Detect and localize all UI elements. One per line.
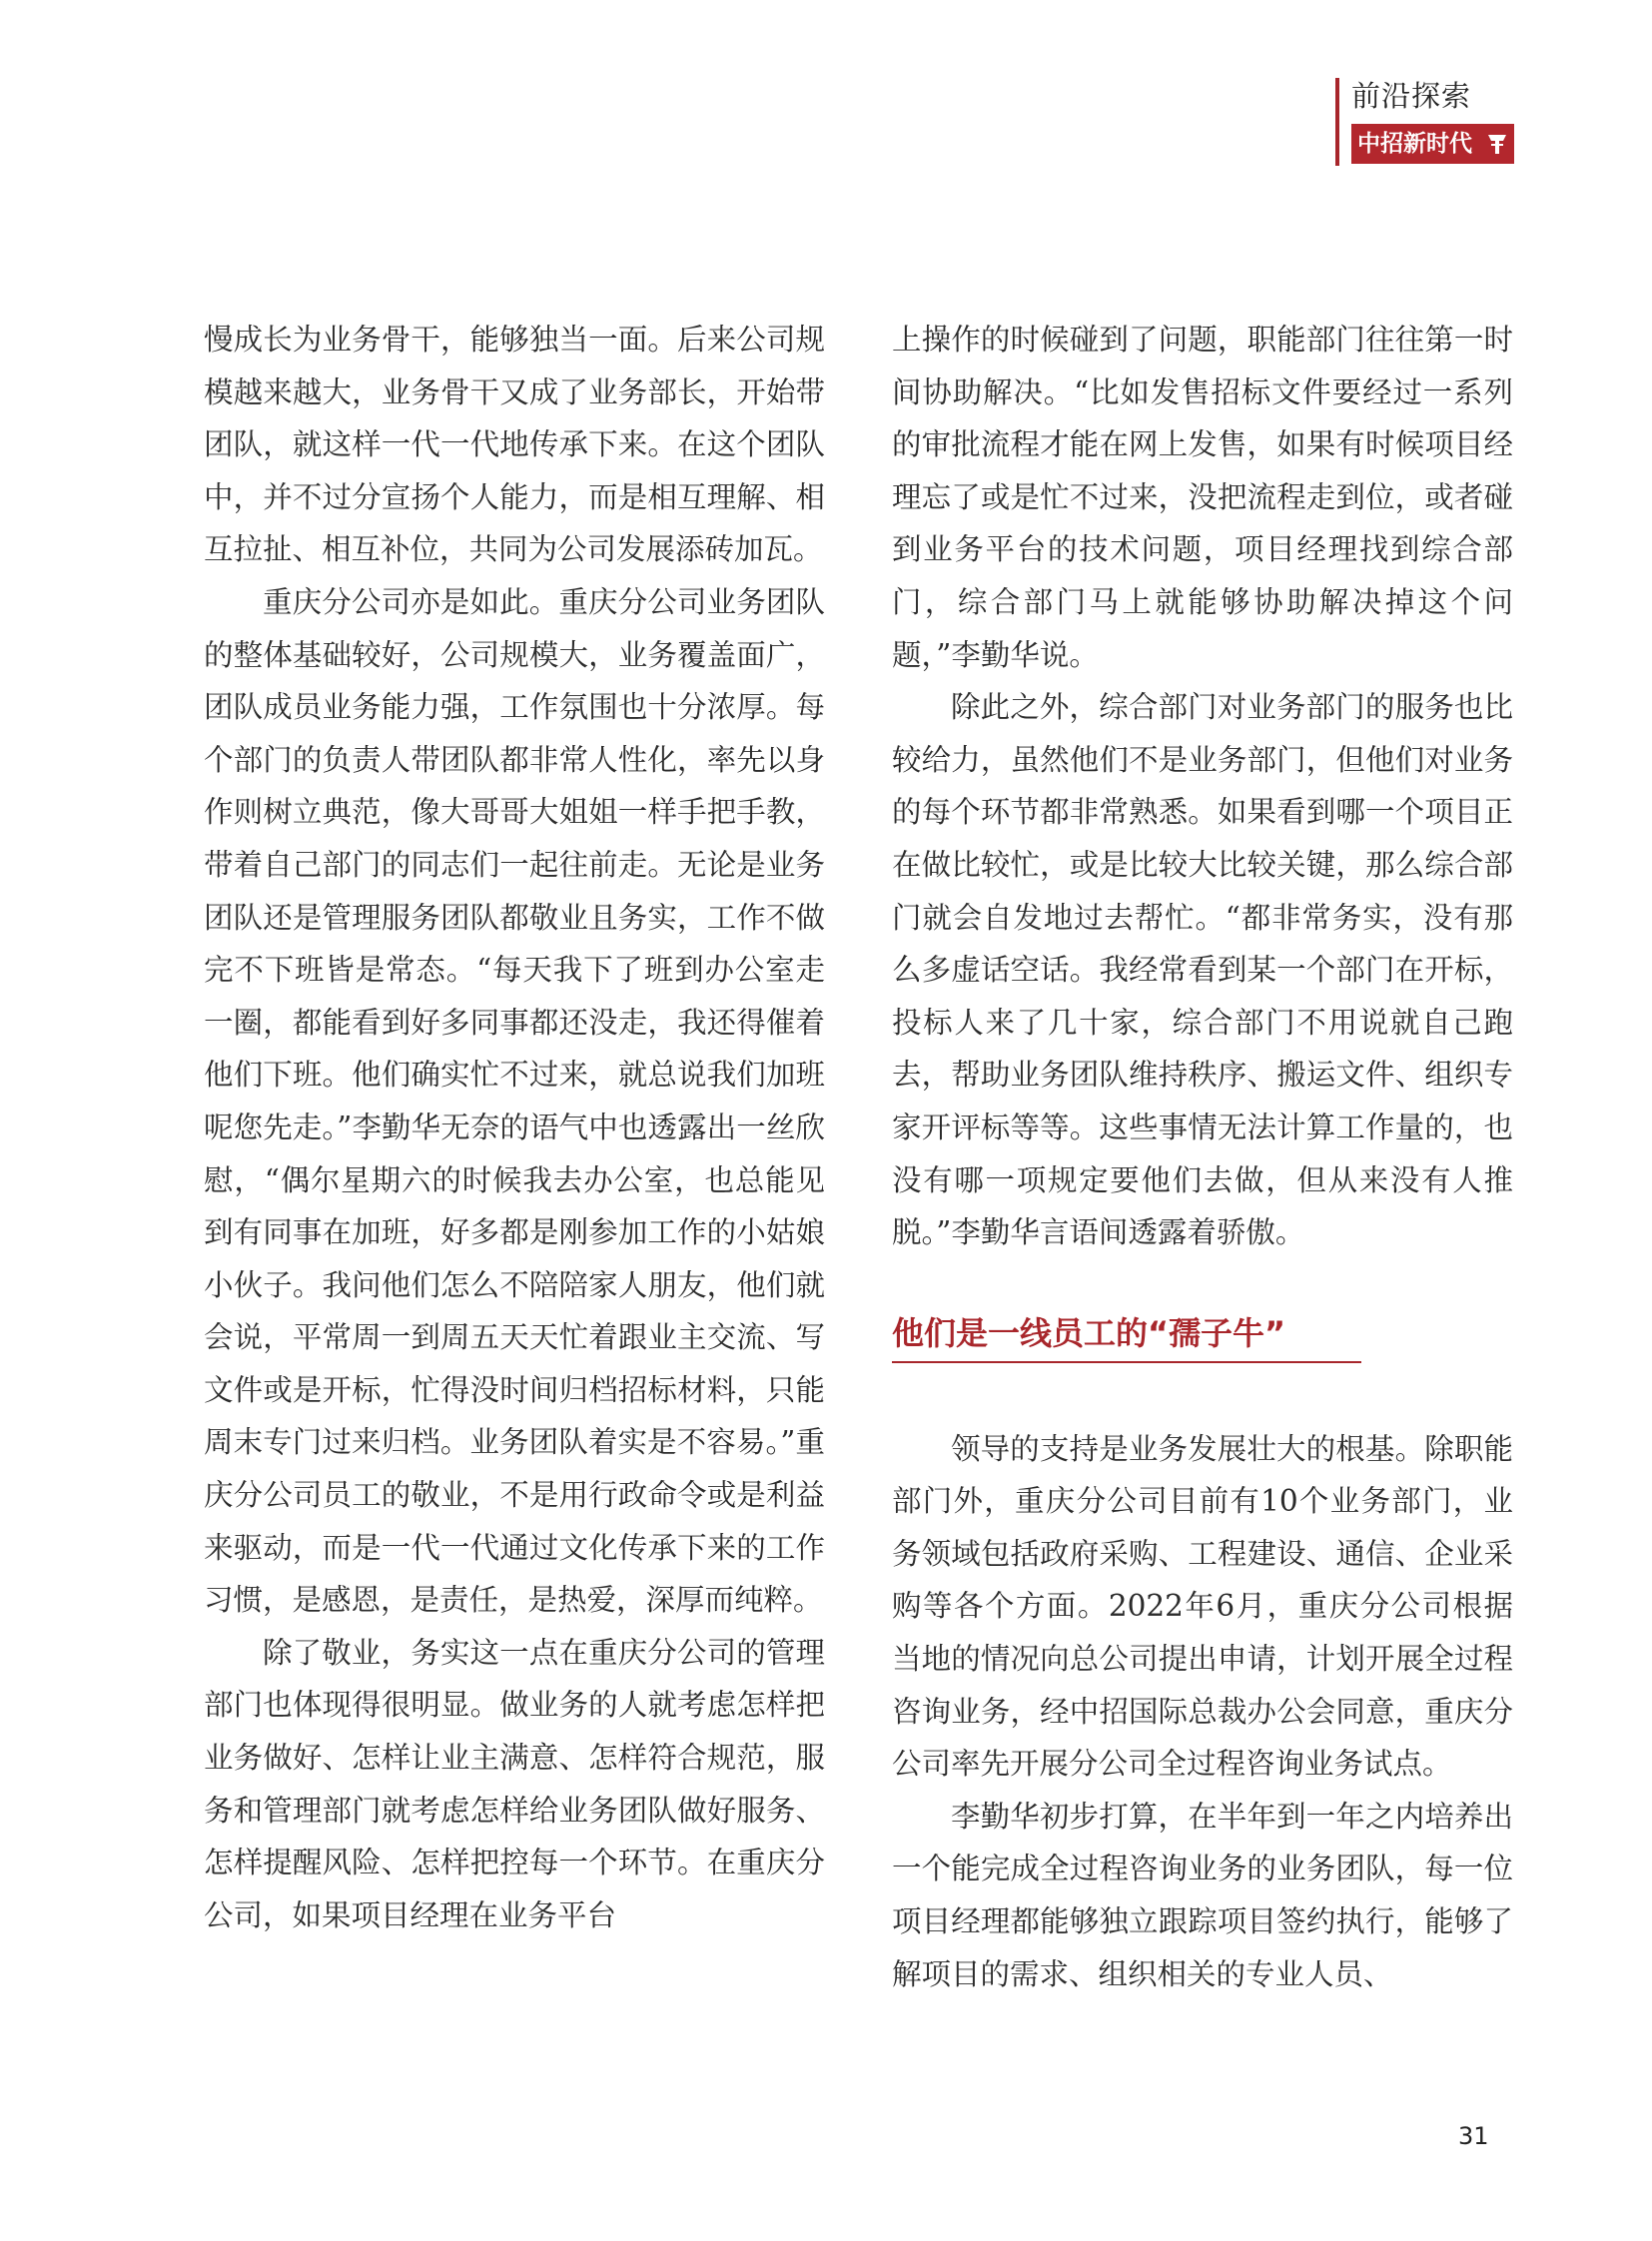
body-paragraph: 除了敬业，务实这一点在重庆分公司的管理部门也体现得很明显。做业务的人就考虑怎样把业务做好、怎样让业主满意、怎样符合规范，服务和管理部门就考虑怎样给业务团队做好服务、怎样提醒风险、怎样把控每一个环节。在重庆分公司，如果项目经理在业务平台 (204, 1635, 825, 1932)
page-number: 31 (1458, 2122, 1489, 2150)
brand-name: 中招新时代 (1357, 131, 1472, 157)
body-paragraph: 上操作的时候碰到了问题，职能部门往往第一时间协助解决。“比如发售招标文件要经过一系列的审批流程才能在网上发售，如果有时候项目经理忘了或是忙不过来，没把流程走到位，或者碰到业务平台的技术问题，项目经理找到综合部门，综合部门马上就能够协助解决掉这个问题，”李勤华说。 (892, 323, 1513, 672)
body-paragraph: 除此之外，综合部门对业务部门的服务也比较给力，虽然他们不是业务部门，但他们对业务的每个环节都非常熟悉。如果看到哪一个项目正在做比较忙，或是比较大比较关键，那么综合部门就会自发地过去帮忙。“都非常务实，没有那么多虚话空话。我经常看到某一个部门在开标，投标人来了几十家，综合部门不用说就自己跑去，帮助业务团队维持秩序、搬运文件、组织专家开评标等等。这些事情无法计算工作量的，也没有哪一项规定要他们去做，但从来没有人推脱。”李勤华言语间透露着骄傲。 (892, 690, 1513, 1250)
body-paragraph: 领导的支持是业务发展壮大的根基。除职能部门外，重庆分公司目前有10个业务部门，业务领域包括政府采购、工程建设、通信、企业采购等各个方面。2022年6月，重庆分公司根据当地的情况向总公司提出申请，计划开展全过程咨询业务，经中招国际总裁办公会同意，重庆分公司率先开展分公司全过程咨询业务试点。 (892, 1431, 1513, 1782)
right-column (892, 314, 1513, 2000)
section-heading-block (892, 1309, 1513, 1369)
brand-badge (1351, 124, 1514, 164)
page-header (1335, 68, 1535, 166)
body-paragraph: 重庆分公司亦是如此。重庆分公司业务团队的整体基础较好，公司规模大，业务覆盖面广，团队成员业务能力强，工作氛围也十分浓厚。每个部门的负责人带团队都非常人性化，率先以身作则树立典范，像大哥哥大姐姐一样手把手教，带着自己部门的同志们一起往前走。无论是业务团队还是管理服务团队都敬业且务实，工作不做完不下班皆是常态。“每天我下了班到办公室走一圈，都能看到好多同事都还没走，我还得催着他们下班。他们确实忙不过来，就总说我们加班呢您先走。”李勤华无奈的语气中也透露出一丝欣慰，“偶尔星期六的时候我去办公室，也总能见到有同事在加班，好多都是刚参加工作的小姑娘小伙子。我问他们怎么不陪陪家人朋友，他们就会说，平常周一到周五天天忙着跟业主交流、写文件或是开标，忙得没时间归档招标材料，只能周末专门过来归档。业务团队着实是不容易。”重庆分公司员工的敬业，不是用行政命令或是利益来驱动，而是一代一代通过文化传承下来的工作习惯，是感恩，是责任，是热爱，深厚而纯粹。 (204, 584, 825, 1618)
left-column (204, 314, 825, 1941)
section-heading: 他们是一线员工的“孺子牛” (892, 1313, 1286, 1352)
body-paragraph: 李勤华初步打算，在半年到一年之内培养出一个能完成全过程咨询业务的业务团队，每一位项目经理都能够独立跟踪项目签约执行，能够了解项目的需求、组织相关的专业人员、 (892, 1799, 1513, 1991)
header-accent-bar (1335, 78, 1339, 166)
brand-logo-icon (1486, 132, 1508, 156)
section-title: 前沿探索 (1351, 79, 1472, 113)
body-paragraph: 慢成长为业务骨干，能够独当一面。后来公司规模越来越大，业务骨干又成了业务部长，开始带团队，就这样一代一代地传承下来。在这个团队中，并不过分宣扬个人能力，而是相互理解、相互拉扯、相互补位，共同为公司发展添砖加瓦。 (204, 323, 825, 567)
heading-underline (892, 1361, 1361, 1363)
